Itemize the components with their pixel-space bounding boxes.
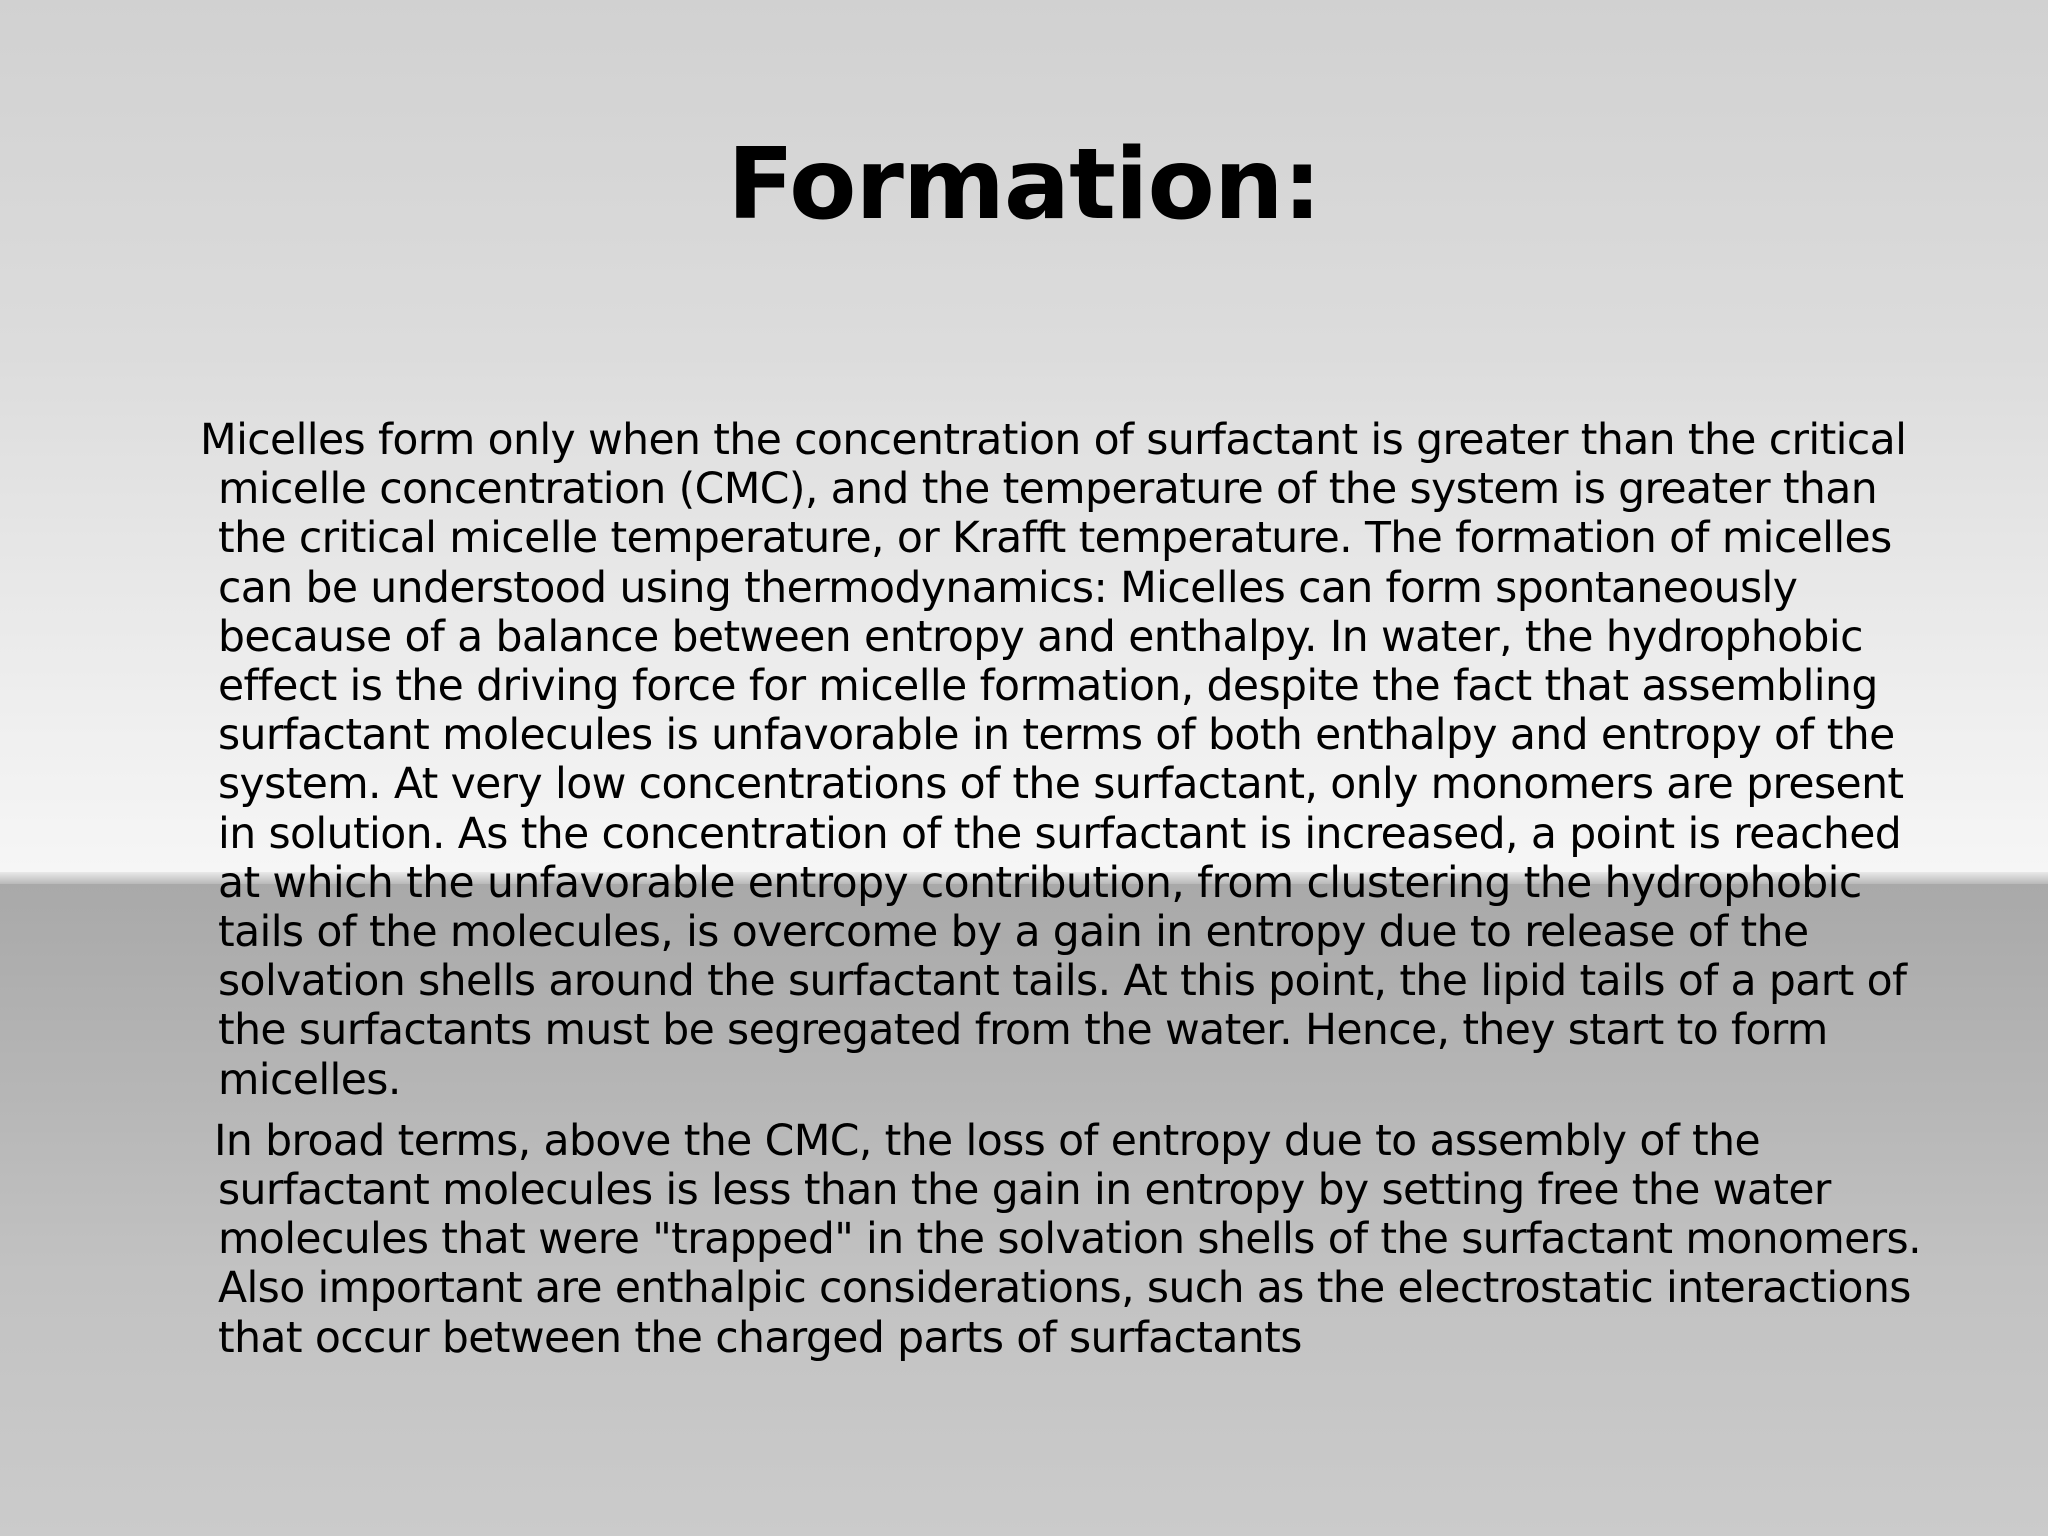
body-paragraph-1: Micelles form only when the concentration of surfactant is greater than the critical micelle concentration (CMC), and the temperature of the system is greater than the critical micelle temperature, or Krafft temperature. The formation of micelles can be understood using thermodynamics: Micelles can form spontaneously because of a balance between entropy and enthalpy. In water, the hydrophobic effect is the driving force for micelle formation, despite the fact that assembling surfactant molecules is unfavorable in terms of both enthalpy and entropy of the system. At very low concentrations of the surfactant, only monomers are present in solution. As the concentration of the surfactant is increased, a point is reached at which the unfavorable entropy contribution, from clustering the hydrophobic tails of the molecules, is overcome by a gain in entropy due to release of the solvation shells around the surfactant tails. At this point, the lipid tails of a part of the surfactants must be segregated from the water. Hence, they start to form micelles. bbox=[200, 416, 1907, 1105]
slide-title: Formation: bbox=[727, 128, 1321, 242]
slide-body bbox=[200, 416, 1940, 1363]
body-paragraph-2: In broad terms, above the CMC, the loss of entropy due to assembly of the surfactant molecules is less than the gain in entropy by setting free the water molecules that were "trapped" in the solvation shells of the surfactant monomers. Also important are enthalpic considerations, such as the electrostatic interactions that occur between the charged parts of surfactants bbox=[214, 1116, 1922, 1363]
